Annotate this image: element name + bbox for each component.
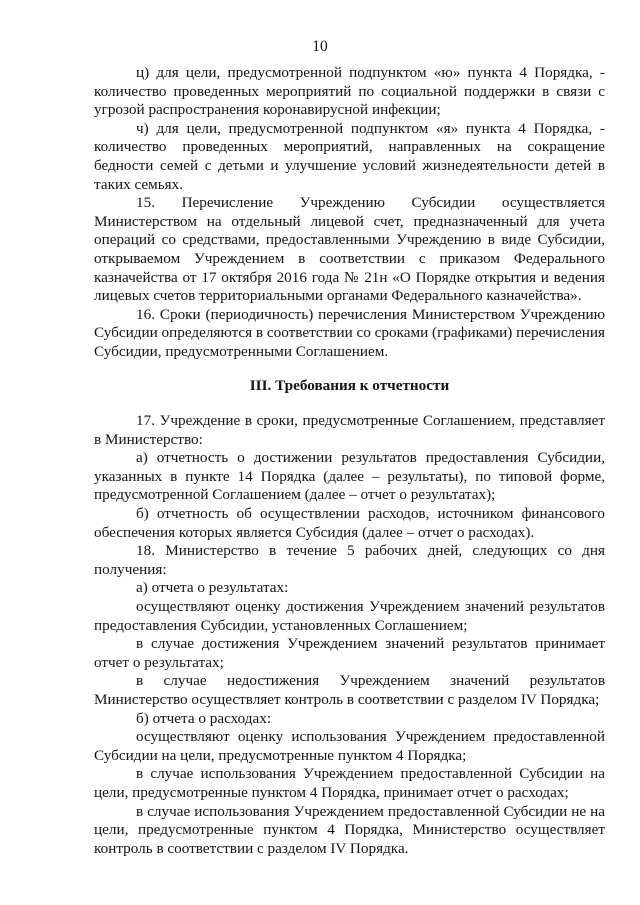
paragraph-15: 15. Перечисление Учреждению Субсидии осуществляется Министерством на отдельный лицевой счет, предназначенный для учета операций со средствами, предоставленными Учреждению в виде Субсидии, открываемом Учреждением в соответствии с приказом Федерального казначейства от 17 октября 2016 года № 21н «О Порядке открытия и ведения лицевых счетов территориальными органами Федерального казначейства». bbox=[94, 194, 605, 305]
paragraph-17-b: б) отчетность об осуществлении расходов, источником финансового обеспечения которых является Субсидия (далее – отчет о расходах). bbox=[94, 505, 605, 541]
paragraph-18-b-2: в случае использования Учреждением предоставленной Субсидии на цели, предусмотренные пунктом 4 Порядка, принимает отчет о расходах; bbox=[94, 765, 605, 801]
paragraph-18-a-3: в случае недостижения Учреждением значений результатов Министерство осуществляет контроль в соответствии с разделом IV Порядка; bbox=[94, 672, 605, 708]
paragraph-18-a-2: в случае достижения Учреждением значений результатов принимает отчет о результатах; bbox=[94, 635, 605, 671]
page-number: 10 bbox=[312, 38, 328, 55]
document-body bbox=[94, 64, 605, 858]
paragraph-18-a-1: осуществляют оценку достижения Учреждением значений результатов предоставления Субсидии, установленных Соглашением; bbox=[94, 598, 605, 634]
paragraph-item-ts: ц) для цели, предусмотренной подпунктом «ю» пункта 4 Порядка, - количество проведенных мероприятий по социальной поддержки в связи с угрозой распространения коронавирусной инфекции; bbox=[94, 64, 605, 119]
paragraph-18-b: б) отчета о расходах: bbox=[136, 709, 272, 727]
paragraph-16: 16. Сроки (периодичность) перечисления Министерством Учреждению Субсидии определяются в соответствии со сроками (графиками) перечисления Субсидии, предусмотренными Соглашением. bbox=[94, 305, 605, 360]
paragraph-17-a: а) отчетность о достижении результатов предоставления Субсидии, указанных в пункте 14 Порядка (далее – результаты), по типовой форме, предусмотренной Соглашением (далее – отчет о результатах); bbox=[94, 449, 605, 504]
paragraph-18: 18. Министерство в течение 5 рабочих дней, следующих со дня получения: bbox=[94, 542, 605, 578]
paragraph-18-b-1: осуществляют оценку использования Учреждением предоставленной Субсидии на цели, предусмотренные пунктом 4 Порядка; bbox=[94, 728, 605, 764]
section-heading: III. Требования к отчетности bbox=[249, 376, 450, 394]
paragraph-18-a: а) отчета о результатах: bbox=[136, 579, 289, 597]
paragraph-18-b-3: в случае использования Учреждением предоставленной Субсидии не на цели, предусмотренные пунктом 4 Порядка, Министерство осуществляет контроль в соответствии с разделом IV Порядка. bbox=[94, 802, 605, 857]
paragraph-item-ch: ч) для цели, предусмотренной подпунктом «я» пункта 4 Порядка, - количество проведенных мероприятий, направленных на сокращение бедности семей с детьми и улучшение условий жизнедеятельности детей в таких семьях. bbox=[94, 119, 605, 193]
paragraph-17: 17. Учреждение в сроки, предусмотренные Соглашением, представляет в Министерство: bbox=[94, 412, 605, 448]
